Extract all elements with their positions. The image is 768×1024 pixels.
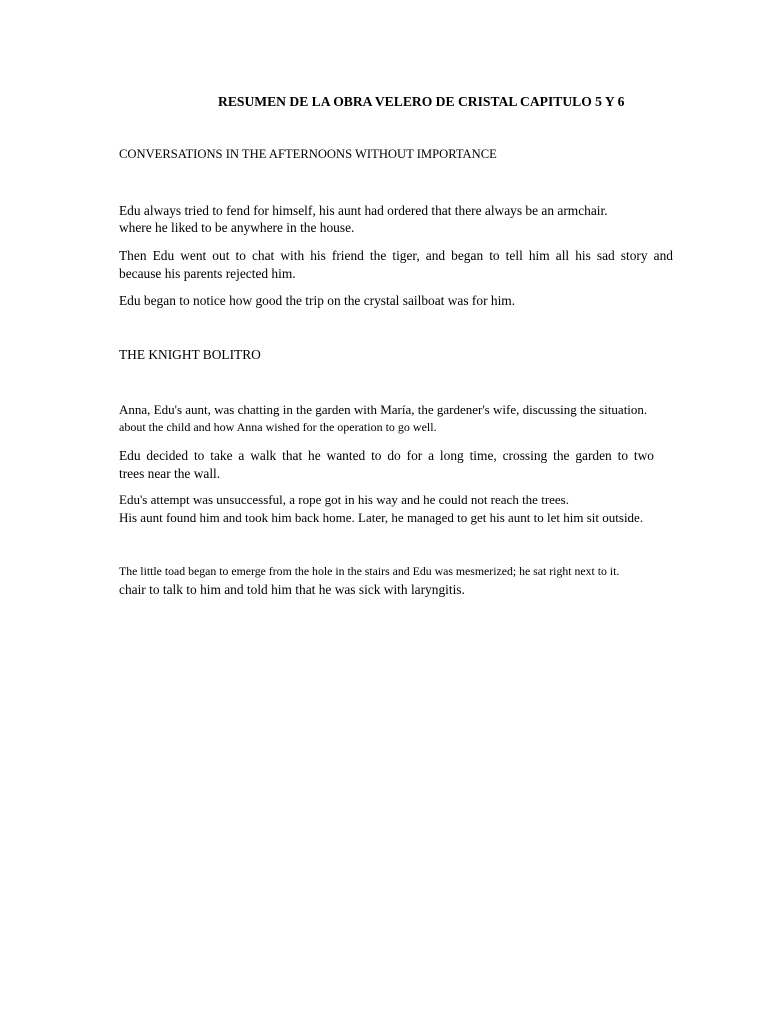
paragraph-line: Edu began to notice how good the trip on the crystal sailboat was for him. — [119, 293, 516, 308]
paragraph-line: about the child and how Anna wished for the operation to go well. — [119, 420, 437, 434]
paragraph-line: Anna, Edu's aunt, was chatting in the garden with María, the gardener's wife, discussing the situation. — [119, 402, 648, 417]
paragraph-line: Edu's attempt was unsuccessful, a rope got in his way and he could not reach the trees. — [119, 492, 569, 507]
paragraph-line: The little toad began to emerge from the hole in the stairs and Edu was mesmerized; he sat right next to it. — [119, 564, 620, 578]
paragraph-line: trees near the wall. — [119, 466, 221, 481]
document-title: RESUMEN DE LA OBRA VELERO DE CRISTAL CAPITULO 5 Y 6 — [218, 94, 625, 109]
paragraph-walk — [119, 447, 654, 483]
section-heading-conversations: CONVERSATIONS IN THE AFTERNOONS WITHOUT IMPORTANCE — [119, 147, 497, 161]
paragraph-line: His aunt found him and took him back home. Later, he managed to get his aunt to let him sit outside. — [119, 510, 644, 525]
section-heading-knight-bolitro: THE KNIGHT BOLITRO — [119, 347, 261, 362]
paragraph-line: where he liked to be anywhere in the house. — [119, 220, 355, 235]
paragraph-line: Edu always tried to fend for himself, his aunt had ordered that there always be an armchair. — [119, 203, 608, 218]
paragraph-line: chair to talk to him and told him that he was sick with laryngitis. — [119, 582, 465, 597]
paragraph-line: Edu decided to take a walk that he wanted to do for a long time, crossing the garden to two — [119, 448, 654, 463]
paragraph-line: Then Edu went out to chat with his friend the tiger, and began to tell him all his sad story and — [119, 248, 673, 263]
paragraph-line: because his parents rejected him. — [119, 266, 296, 281]
paragraph-tiger — [119, 247, 673, 283]
